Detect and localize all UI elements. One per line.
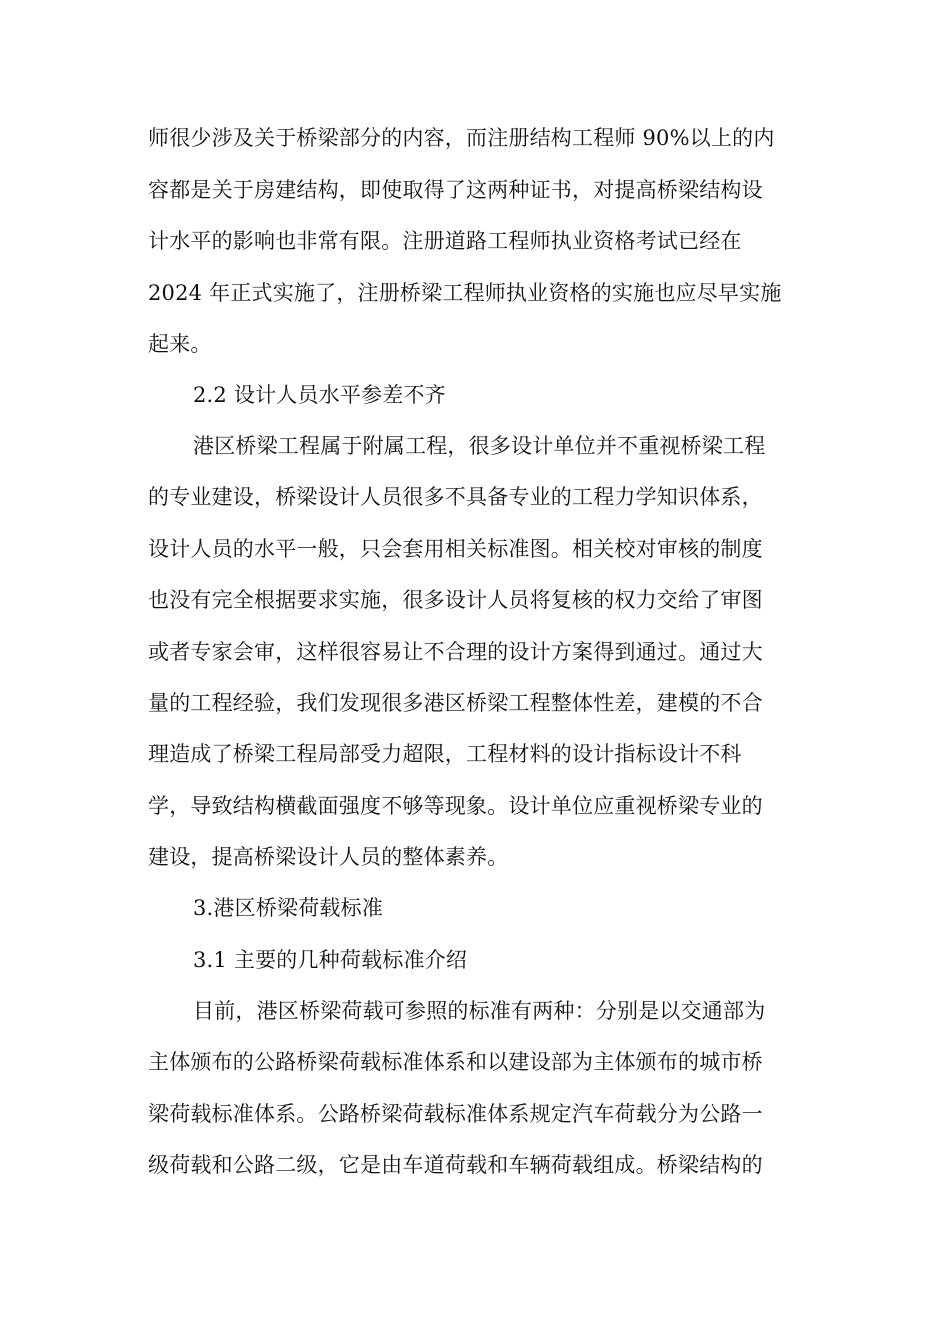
text-line: 起来。	[148, 332, 212, 356]
text-line: 港区桥梁工程属于附属工程，很多设计单位并不重视桥梁工程	[193, 434, 766, 458]
text-line: 量的工程经验，我们发现很多港区桥梁工程整体性差，建模的不合	[148, 691, 763, 715]
text-line: 级荷载和公路二级，它是由车道荷载和车辆荷载组成。桥梁结构的	[148, 1153, 763, 1177]
text-line: 计水平的影响也非常有限。注册道路工程师执业资格考试已经在	[148, 229, 742, 253]
text-line: 建设，提高桥梁设计人员的整体素养。	[148, 845, 509, 869]
text-line: 梁荷载标准体系。公路桥梁荷载标准体系规定汽车荷载分为公路一	[148, 1102, 763, 1126]
text-line: 设计人员的水平一般，只会套用相关标准图。相关校对审核的制度	[148, 537, 763, 561]
text-line: 学，导致结构横截面强度不够等现象。设计单位应重视桥梁专业的	[148, 794, 763, 818]
section-heading: 3.1 主要的几种荷载标准介绍	[193, 948, 468, 972]
text-line: 2024 年正式实施了，注册桥梁工程师执业资格的实施也应尽早实施	[148, 281, 782, 305]
text-line: 或者专家会审，这样很容易让不合理的设计方案得到通过。通过大	[148, 640, 763, 664]
text-line: 的专业建设，桥梁设计人员很多不具备专业的工程力学知识体系，	[148, 485, 763, 509]
text-line: 容都是关于房建结构，即使取得了这两种证书，对提高桥梁结构设	[148, 178, 763, 202]
text-line: 理造成了桥梁工程局部受力超限，工程材料的设计指标设计不科	[148, 742, 742, 766]
text-line: 主体颁布的公路桥梁荷载标准体系和以建设部为主体颁布的城市桥	[148, 1050, 763, 1074]
section-heading: 2.2 设计人员水平参差不齐	[193, 383, 446, 407]
text-line: 目前，港区桥梁荷载可参照的标准有两种：分别是以交通部为	[193, 999, 766, 1023]
text-line: 也没有完全根据要求实施，很多设计人员将复核的权力交给了审图	[148, 588, 763, 612]
section-heading: 3.港区桥梁荷载标准	[193, 896, 384, 920]
text-line: 师很少涉及关于桥梁部分的内容，而注册结构工程师 90%以上的内	[148, 126, 775, 150]
